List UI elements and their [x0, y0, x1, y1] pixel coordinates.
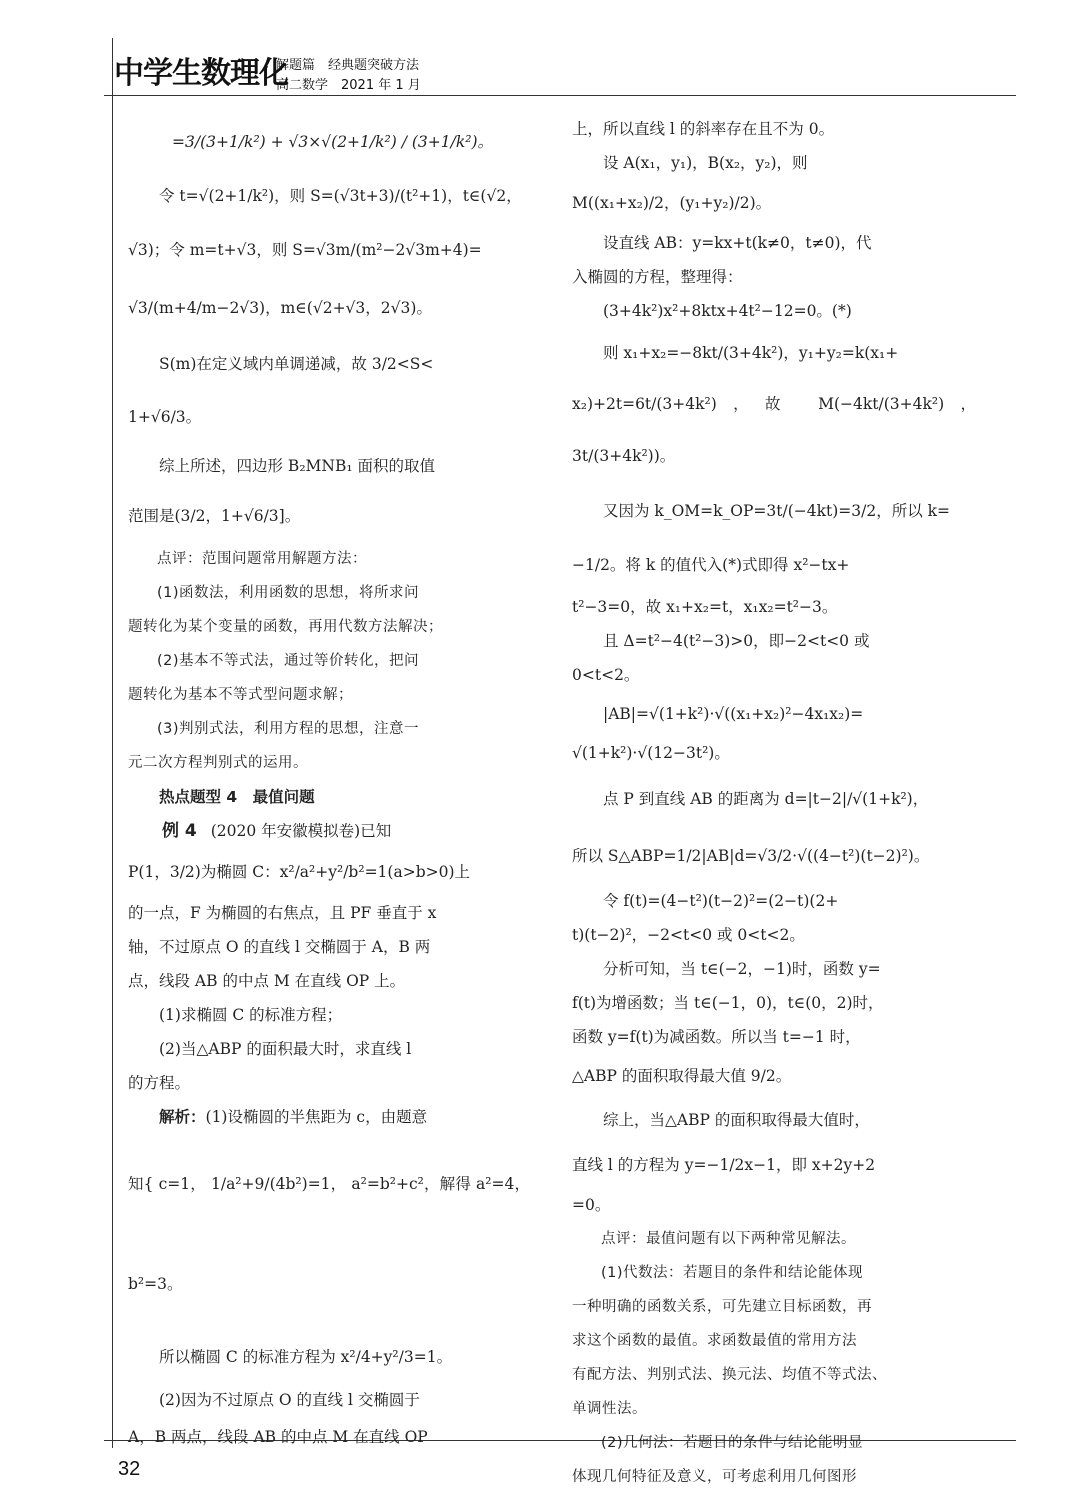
text-line: t²−3=0，故 x₁+x₂=t，x₁x₂=t²−3。: [572, 598, 838, 616]
text-line: 设 A(x₁，y₁)，B(x₂，y₂)，则: [603, 154, 808, 172]
question-line: (2)当△ABP 的面积最大时，求直线 l: [159, 1040, 412, 1058]
text-line: 又因为 k_OM=k_OP=3t/(−4kt)=3/2，所以 k=: [603, 502, 951, 520]
right-column: [572, 112, 976, 1494]
header-section: 解题篇 经典题突破方法: [276, 58, 420, 73]
question-line: (1)求椭圆 C 的标准方程；: [159, 1006, 343, 1024]
comment-heading: 点评：最值问题有以下两种常见解法。: [601, 1231, 856, 1247]
comment-line: 元二次方程判别式的运用。: [128, 755, 308, 771]
solution-label: 解析：: [159, 1108, 206, 1126]
text-line: 令 f(t)=(4−t²)(t−2)²=(2−t)(2+: [603, 892, 839, 910]
text-line: |AB|=√(1+k²)·√((x₁+x₂)²−4x₁x₂)=: [603, 705, 864, 723]
text-line: t)(t−2)²，−2<t<0 或 0<t<2。: [572, 926, 805, 944]
comment-line: (2)基本不等式法，通过等价转化，把问: [157, 653, 420, 669]
comment-line: (3)判别式法，利用方程的思想，注意一: [157, 721, 420, 737]
text-line: 函数 y=f(t)为减函数。所以当 t=−1 时，: [572, 1028, 861, 1046]
text-line: 分析可知，当 t∈(−2，−1)时，函数 y=: [603, 960, 881, 978]
text-line: (1)设椭圆的半焦距为 c，由题意: [205, 1108, 428, 1126]
text-line: 直线 l 的方程为 y=−1/2x−1，即 x+2y+2: [572, 1156, 876, 1174]
text-line: 所以椭圆 C 的标准方程为 x²/4+y²/3=1。: [159, 1348, 453, 1366]
text-line: 综上，当△ABP 的面积取得最大值时，: [603, 1111, 870, 1129]
text-line: 上，所以直线 l 的斜率存在且不为 0。: [572, 120, 835, 138]
text-line: √(1+k²)·√(12−3t²)。: [572, 744, 730, 762]
text-line: 0<t<2。: [572, 666, 640, 684]
text-line: (2020 年安徽模拟卷)已知: [210, 822, 392, 840]
text-line: 综上所述，四边形 B₂MNB₁ 面积的取值: [159, 457, 435, 475]
text-line: √3/(m+4/m−2√3)，m∈(√2+√3，2√3)。: [128, 299, 432, 317]
header-issue: 高二数学 2021 年 1 月: [276, 78, 421, 93]
text-line: 则 x₁+x₂=−8kt/(3+4k²)，y₁+y₂=k(x₁+: [603, 344, 899, 362]
header-rule: [104, 95, 1016, 96]
text-line: A，B 两点，线段 AB 的中点 M 在直线 OP: [128, 1428, 428, 1446]
comment-line: 题转化为某个变量的函数，再用代数方法解决；: [128, 619, 443, 635]
text-line: 点 P 到直线 AB 的距离为 d=|t−2|/√(1+k²)，: [603, 790, 929, 808]
text-line: P(1，3/2)为椭圆 C：x²/a²+y²/b²=1(a>b>0)上: [128, 863, 471, 881]
text-line: 轴，不过原点 O 的直线 l 交椭圆于 A，B 两: [128, 938, 431, 956]
text-line: 的一点，F 为椭圆的右焦点，且 PF 垂直于 x: [128, 904, 437, 922]
example-label: 例 4: [162, 821, 197, 841]
text-line: M((x₁+x₂)/2，(y₁+y₂)/2)。: [572, 194, 772, 212]
masthead-logo: 中学生数理化: [114, 56, 288, 91]
question-line: 的方程。: [128, 1074, 191, 1092]
comment-line: (2)几何法：若题目的条件与结论能明显: [601, 1435, 864, 1451]
comment-line: 求这个函数的最值。求函数最值的常用方法: [572, 1333, 857, 1349]
comment-line: 有配方法、判别式法、换元法、均值不等式法、: [572, 1367, 887, 1383]
text-line: S(m)在定义域内单调递减，故 3/2<S<: [159, 355, 434, 373]
text-line: =0。: [572, 1196, 611, 1214]
text-line: 入椭圆的方程，整理得：: [572, 268, 743, 286]
comment-line: 一种明确的函数关系，可先建立目标函数，再: [572, 1299, 872, 1315]
text-line: 设直线 AB：y=kx+t(k≠0，t≠0)，代: [603, 234, 872, 252]
text-line: 1+√6/3。: [128, 408, 202, 426]
text-line: 且 Δ=t²−4(t²−3)>0，即−2<t<0 或: [603, 632, 870, 650]
comment-line: (1)代数法：若题目的条件和结论能体现: [601, 1265, 864, 1281]
comment-line: (1)函数法，利用函数的思想，将所求问: [157, 585, 420, 601]
equation-system: 知{ c=1， 1/a²+9/(4b²)=1， a²=b²+c²，解得 a²=4，b²=3。: [128, 1175, 530, 1293]
text-line: −1/2。将 k 的值代入(*)式即得 x²−tx+: [572, 556, 850, 574]
text-line: x₂)+2t=6t/(3+4k²)，故 M(−4kt/(3+4k²)，3t/(3+4k²))。: [572, 395, 976, 465]
text-line: 范围是(3/2，1+√6/3]。: [128, 507, 301, 525]
section-heading: 热点题型 4 最值问题: [159, 788, 315, 806]
comment-line: 体现几何特征及意义，可考虑利用几何图形: [572, 1469, 857, 1485]
comment-line: 题转化为基本不等式型问题求解；: [128, 687, 353, 703]
page-number: 32: [118, 1458, 141, 1480]
formula-line: =3/(3+1/k²) + √3×√(2+1/k²) / (3+1/k²)。: [172, 133, 493, 151]
text-line: 点，线段 AB 的中点 M 在直线 OP 上。: [128, 972, 406, 990]
comment-line: 单调性法。: [572, 1401, 647, 1417]
text-line: 令 t=√(2+1/k²)，则 S=(√3t+3)/(t²+1)，t∈(√2，: [159, 187, 522, 205]
text-line: △ABP 的面积取得最大值 9/2。: [572, 1067, 792, 1085]
text-line: f(t)为增函数；当 t∈(−1，0)，t∈(0，2)时，: [572, 994, 884, 1012]
comment-heading: 点评：范围问题常用解题方法：: [157, 551, 367, 567]
text-line: √3)；令 m=t+√3，则 S=√3m/(m²−2√3m+4)=: [128, 241, 482, 259]
left-column: [128, 112, 530, 1454]
text-line: (2)因为不过原点 O 的直线 l 交椭圆于: [159, 1391, 420, 1409]
text-line: (3+4k²)x²+8ktx+4t²−12=0。(*): [603, 302, 852, 320]
text-line: 所以 S△ABP=1/2|AB|d=√3/2·√((4−t²)(t−2)²)。: [572, 847, 930, 865]
left-margin-rule: [112, 38, 113, 1448]
